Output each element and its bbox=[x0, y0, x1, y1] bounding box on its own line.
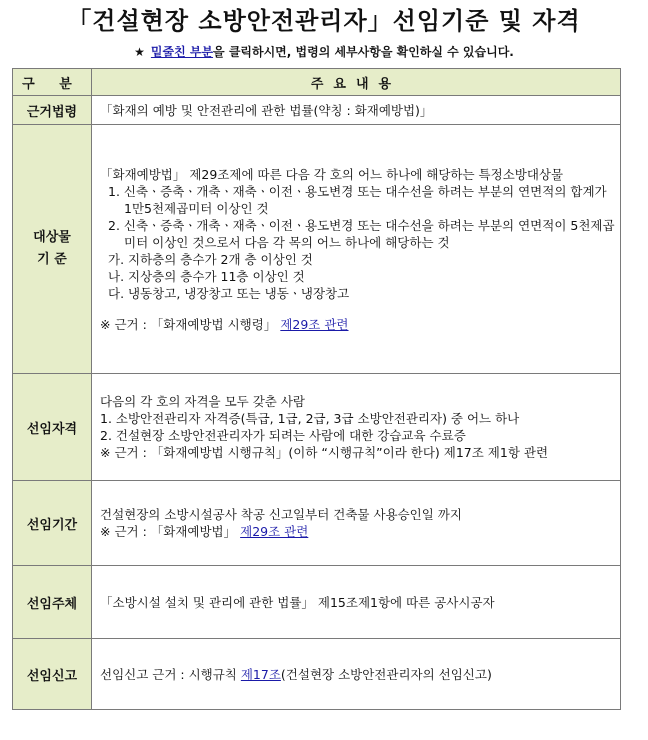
qualification-content bbox=[92, 374, 621, 481]
label-criteria-line1: 대상물 bbox=[33, 230, 71, 245]
legal-basis-text: 「화재의 예방 및 안전관리에 관한 법률(약칭 : 화재예방법)」 bbox=[92, 96, 621, 125]
header-content: 주요내용 bbox=[92, 69, 621, 96]
report-link[interactable]: 제17조 bbox=[240, 666, 281, 682]
row-qualification bbox=[13, 374, 621, 481]
table-header-row bbox=[13, 69, 621, 96]
notice-underlined-text: 밑줄친 부분 bbox=[150, 45, 214, 59]
label-appointer: 선임주체 bbox=[13, 566, 92, 639]
report-suffix: (건설현장 소방안전관리자의 선임신고) bbox=[280, 666, 492, 682]
row-report bbox=[13, 639, 621, 710]
qualification-intro: 다음의 각 호의 자격을 모두 갖춘 사람 bbox=[100, 394, 305, 409]
label-report: 선임신고 bbox=[13, 639, 92, 710]
page-title: 「건설현장 소방안전관리자」선임기준 및 자격 bbox=[67, 7, 581, 35]
report-content bbox=[92, 639, 621, 710]
row-legal-basis bbox=[13, 96, 621, 125]
period-reference-link[interactable]: 제29조 관련 bbox=[240, 524, 309, 539]
header-category: 구 분 bbox=[13, 69, 92, 96]
appointer-text: 「소방시설 설치 및 관리에 관한 법률」 제15조제1항에 따른 공사시공자 bbox=[92, 566, 621, 639]
notice-text: 을 클릭하시면, 법령의 세부사항을 확인하실 수 있습니다. bbox=[213, 45, 514, 59]
notice-line bbox=[0, 43, 648, 61]
criteria-item1-line2: 1만5천제곱미터 이상인 것 bbox=[124, 200, 269, 216]
criteria-item1-line1: 1. 신축ㆍ증축ㆍ개축ㆍ재축ㆍ이전ㆍ용도변경 또는 대수선을 하려는 부분의 연면적의 합계가 bbox=[108, 183, 607, 199]
qualification-item2: 2. 건설현장 소방안전관리자가 되려는 사람에 대한 강습교육 수료증 bbox=[100, 428, 466, 443]
period-reference bbox=[100, 523, 612, 540]
criteria-sub-b: 나. 지상층의 층수가 11층 이상인 것 bbox=[108, 268, 305, 284]
criteria-item2-line2: 미터 이상인 것으로서 다음 각 목의 어느 하나에 해당하는 것 bbox=[124, 234, 450, 250]
label-period: 선임기간 bbox=[13, 481, 92, 566]
row-period bbox=[13, 481, 621, 566]
period-reference-prefix: ※ 근거 : 「화재예방법」 bbox=[100, 524, 237, 539]
criteria-reference bbox=[100, 316, 612, 333]
row-criteria bbox=[13, 125, 621, 374]
criteria-content bbox=[92, 125, 621, 374]
criteria-item2-line1: 2. 신축ㆍ증축ㆍ개축ㆍ재축ㆍ이전ㆍ용도변경 또는 대수선을 하려는 부분의 연면적이 5천제곱 bbox=[108, 217, 615, 233]
star-icon: ★ bbox=[134, 45, 145, 59]
criteria-sub-a: 가. 지하층의 층수가 2개 층 이상인 것 bbox=[108, 251, 313, 267]
appointment-criteria-table bbox=[12, 68, 621, 710]
criteria-sub-c: 다. 냉동창고, 냉장창고 또는 냉동ㆍ냉장창고 bbox=[108, 285, 350, 301]
qualification-item1: 1. 소방안전관리자 자격증(특급, 1급, 2급, 3급 소방안전관리자) 중 어느 하나 bbox=[100, 411, 520, 426]
period-content bbox=[92, 481, 621, 566]
label-qualification: 선임자격 bbox=[13, 374, 92, 481]
qualification-reference: ※ 근거 : 「화재예방법 시행규칙」(이하 “시행규칙”이라 한다) 제17조 제1항 관련 bbox=[100, 445, 549, 460]
report-prefix: 선임신고 근거 : 시행규칙 bbox=[100, 666, 241, 682]
period-text: 건설현장의 소방시설공사 착공 신고일부터 건축물 사용승인일 까지 bbox=[100, 507, 462, 522]
label-criteria bbox=[13, 125, 92, 374]
criteria-intro: 「화재예방법」 제29조제에 따른 다음 각 호의 어느 하나에 해당하는 특정소방대상물 bbox=[100, 166, 564, 182]
criteria-reference-link[interactable]: 제29조 관련 bbox=[280, 316, 349, 332]
label-legal-basis: 근거법령 bbox=[13, 96, 92, 125]
label-criteria-line2: 기 준 bbox=[37, 252, 67, 267]
criteria-reference-prefix: ※ 근거 : 「화재예방법 시행령」 bbox=[100, 316, 277, 332]
row-appointer bbox=[13, 566, 621, 639]
